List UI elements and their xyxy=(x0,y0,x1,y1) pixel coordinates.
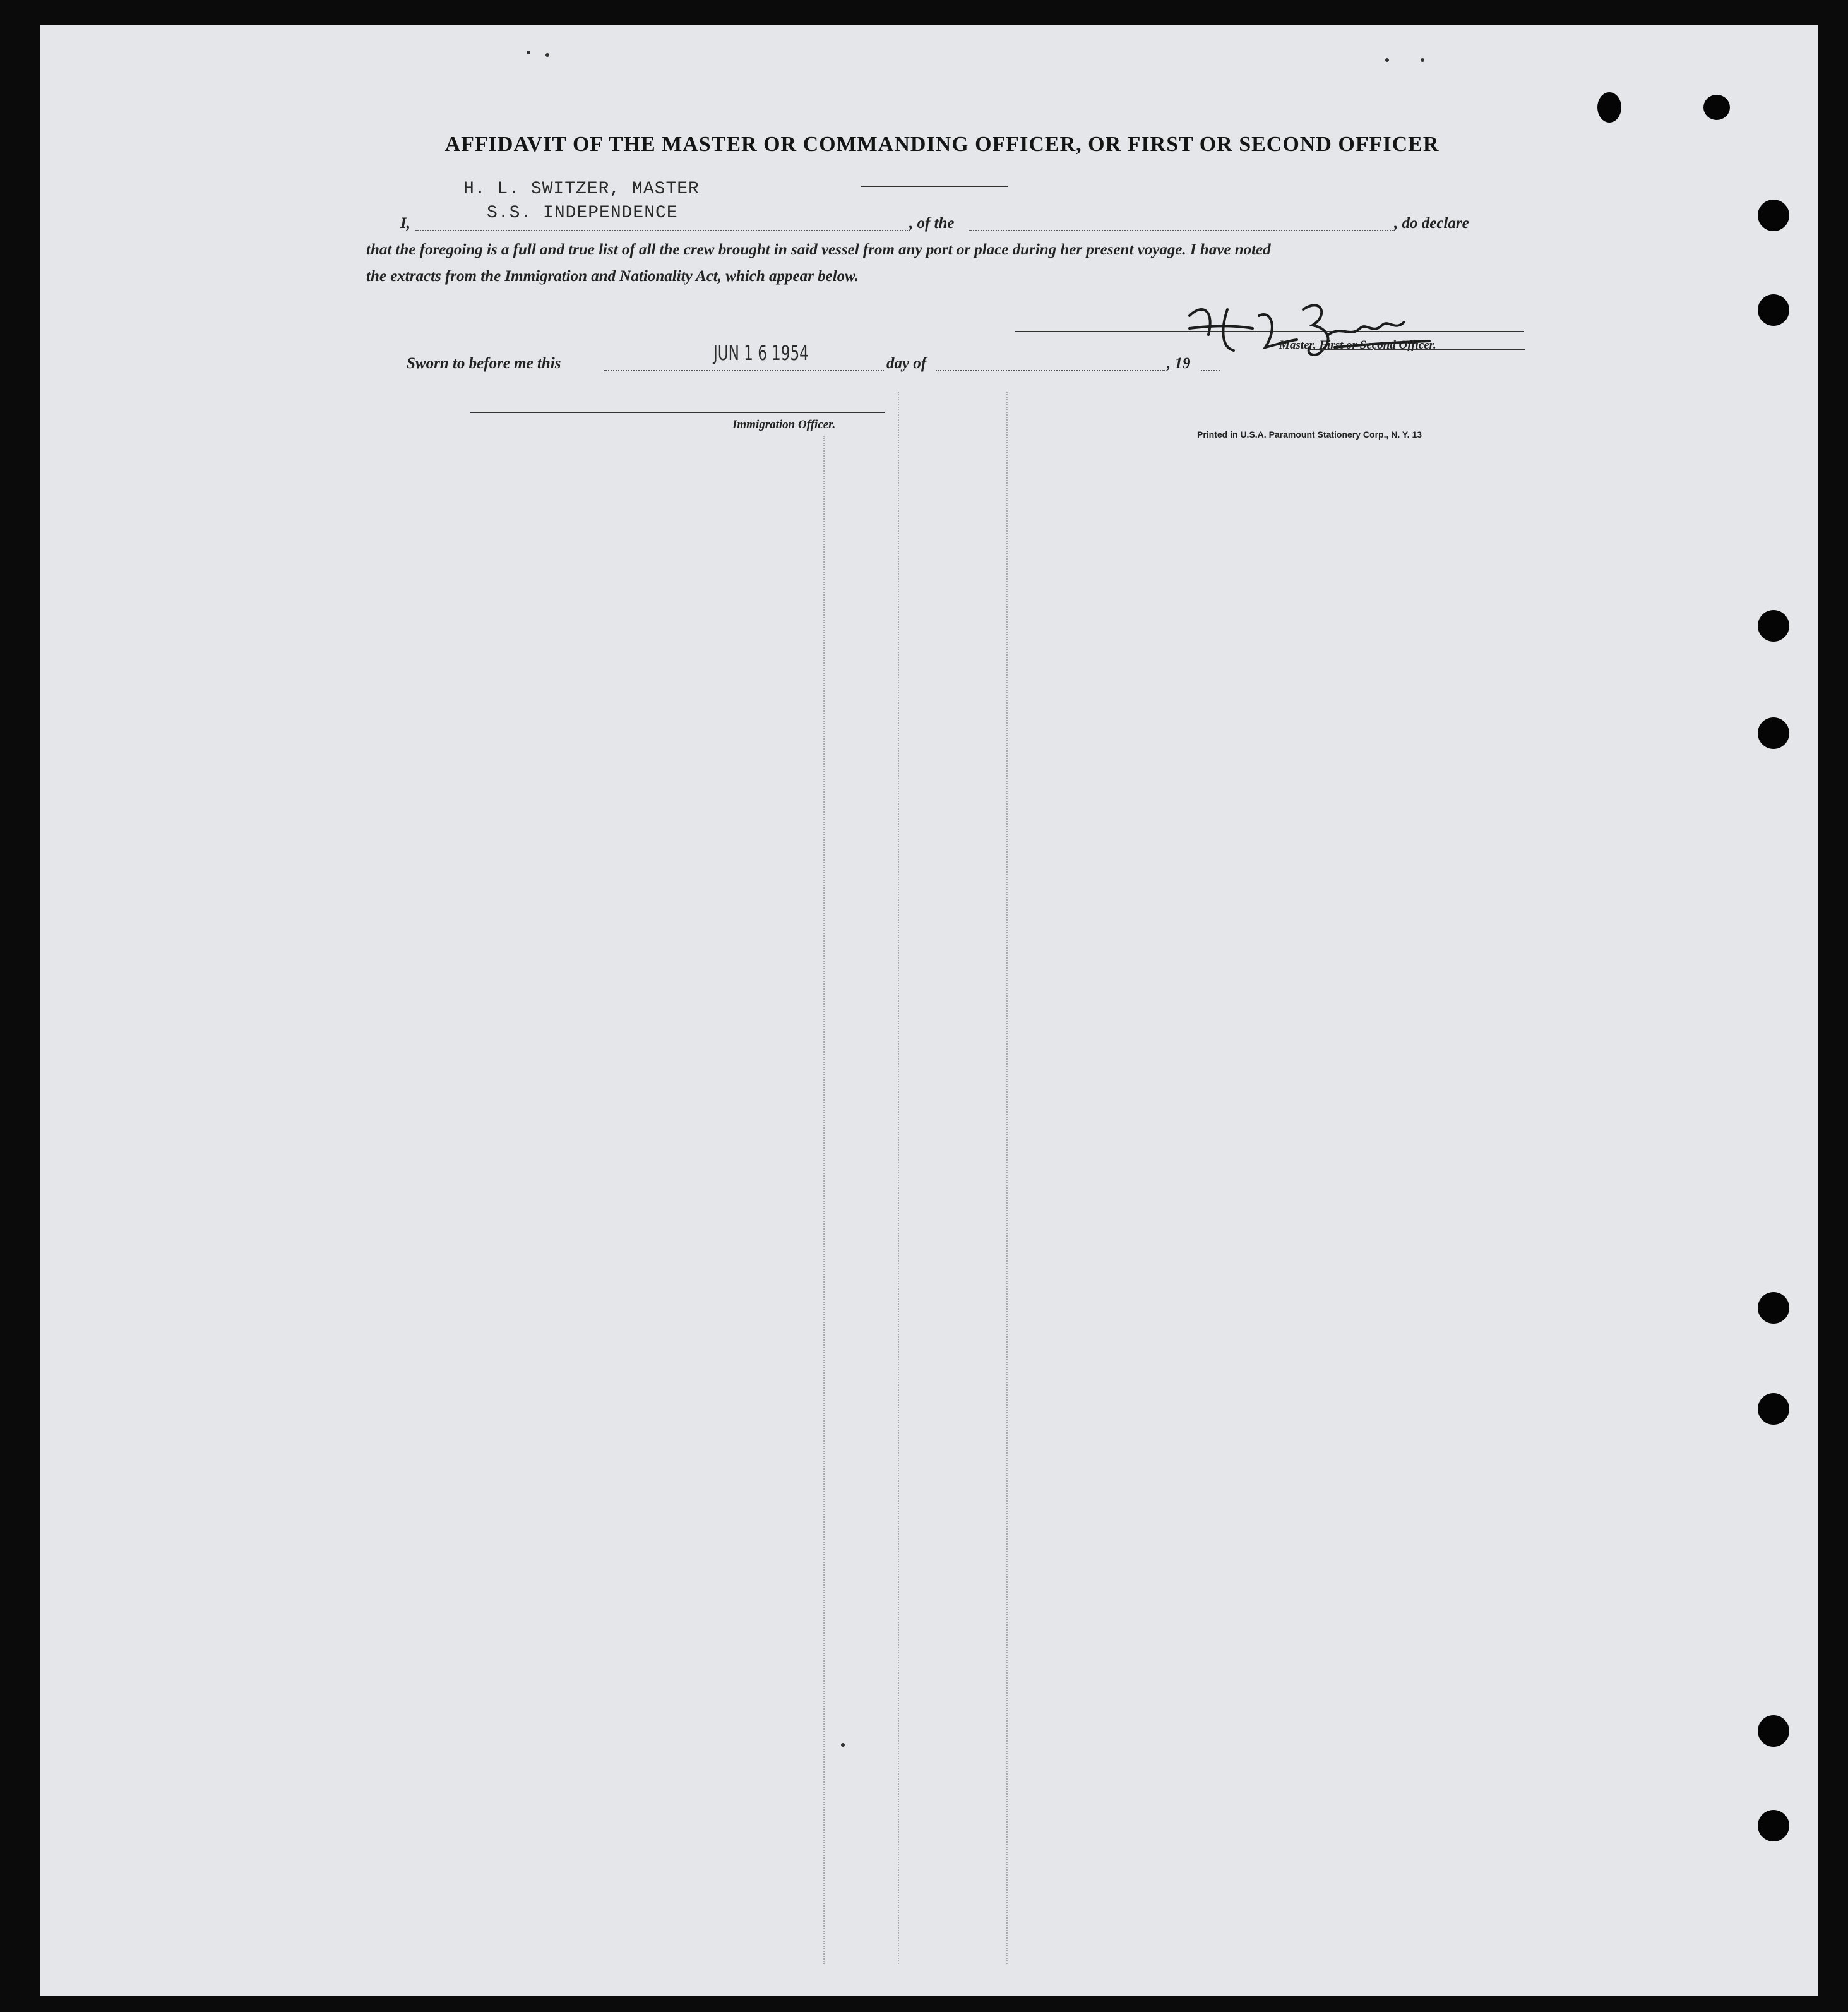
sworn-label: Sworn to before me this xyxy=(407,355,561,372)
signature-image xyxy=(1177,290,1442,366)
punch-hole xyxy=(1758,1715,1789,1747)
speck xyxy=(527,51,530,54)
vessel-name-typed: S.S. INDEPENDENCE xyxy=(487,203,678,223)
column-rule-2 xyxy=(898,392,899,1964)
declaration-body-line-1: that the foregoing is a full and true list of all the crew brought in said vessel from any port or place during her present voyage. I have noted xyxy=(366,241,1271,258)
speck xyxy=(545,53,549,57)
punch-hole xyxy=(1597,92,1621,123)
punch-hole xyxy=(1758,717,1789,749)
officer-signature-line xyxy=(470,412,885,413)
officer-caption: Immigration Officer. xyxy=(732,418,836,431)
affidavit-title: AFFIDAVIT OF THE MASTER OR COMMANDING OFFICER, OR FIRST OR SECOND OFFICER xyxy=(444,133,1440,156)
punch-hole xyxy=(1758,200,1789,231)
speck xyxy=(1385,58,1389,62)
punch-hole xyxy=(1758,1292,1789,1324)
document-sheet xyxy=(40,25,1818,1996)
month-field-line xyxy=(936,370,1165,371)
punch-hole xyxy=(1758,610,1789,642)
label-do-declare: , do declare xyxy=(1394,215,1469,232)
declaration-body-line-2: the extracts from the Immigration and Nationality Act, which appear below. xyxy=(366,268,859,285)
label-of-the: , of the xyxy=(909,215,955,232)
sworn-day-field-line xyxy=(604,370,884,371)
day-of-label: day of xyxy=(886,355,927,372)
vessel-field-line xyxy=(969,230,1393,231)
signature-caption: Master, First or Second Officer. xyxy=(1279,338,1436,352)
punch-hole xyxy=(1758,1393,1789,1425)
year-field-line xyxy=(1201,370,1220,371)
punch-hole xyxy=(1703,95,1730,120)
label-i: I, xyxy=(400,215,410,232)
punch-hole xyxy=(1758,294,1789,326)
punch-hole xyxy=(1758,1810,1789,1841)
speck xyxy=(1421,58,1424,62)
declarant-name-typed: H. L. SWITZER, MASTER xyxy=(463,179,700,199)
column-rule-3 xyxy=(1006,392,1008,1964)
date-stamp: JUN 1 6 1954 xyxy=(713,341,809,365)
strike-first xyxy=(1309,349,1373,350)
declarant-field-line xyxy=(415,230,908,231)
column-rule-1 xyxy=(823,436,825,1964)
strike-or-second xyxy=(1374,349,1525,350)
speck xyxy=(841,1743,845,1747)
printer-note: Printed in U.S.A. Paramount Stationery Corp., N. Y. 13 xyxy=(1197,429,1422,440)
title-underline xyxy=(861,186,1008,187)
year-prefix: , 19 xyxy=(1167,355,1191,372)
